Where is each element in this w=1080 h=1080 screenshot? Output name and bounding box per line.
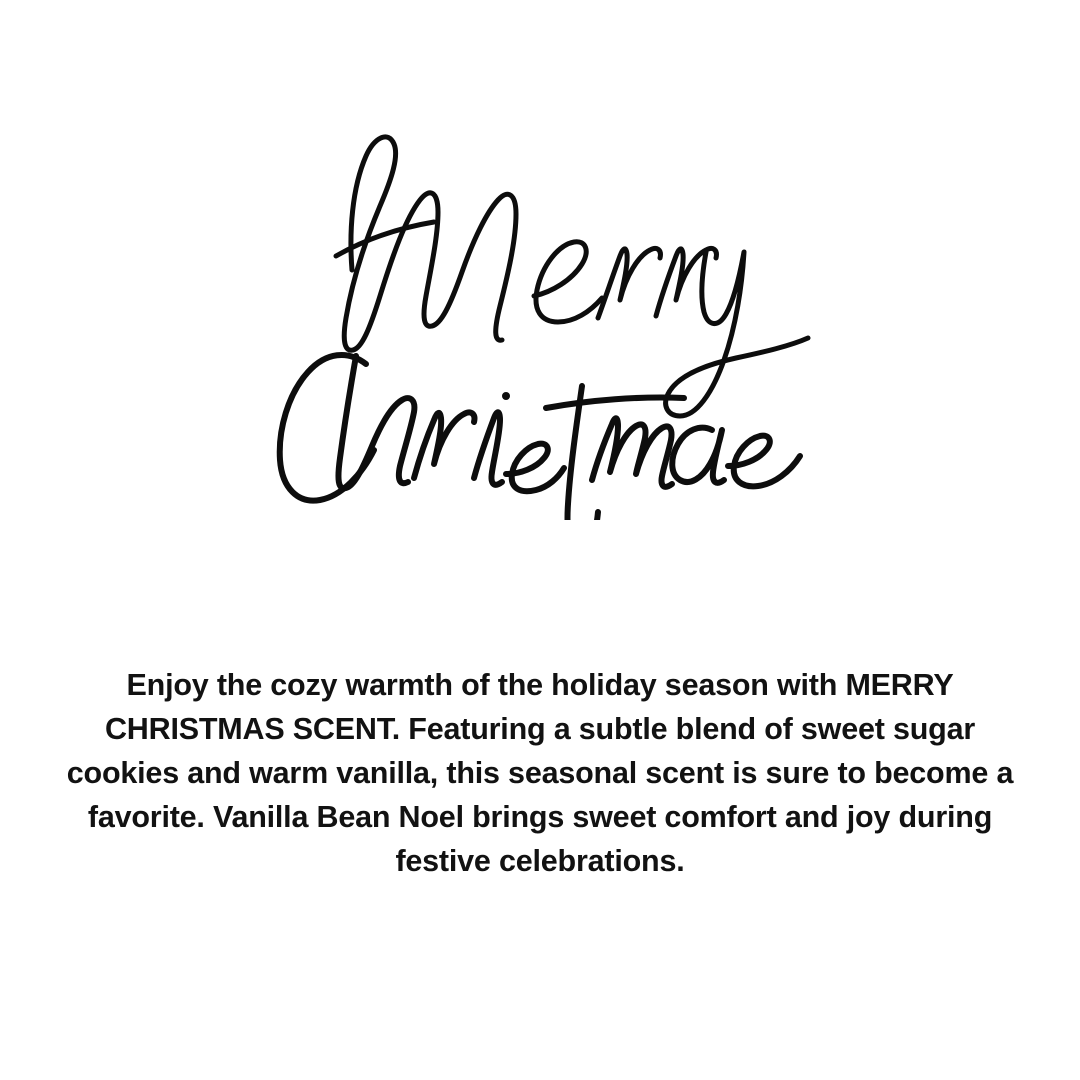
script-word-merry [336,137,808,416]
script-word-christmas [280,355,800,520]
description-paragraph: Enjoy the cozy warmth of the holiday season with MERRY CHRISTMAS SCENT. Featuring a subtle blend of sweet sugar cookies and warm vanilla, this seasonal scent is sure to become a favorite. Vanilla Bean Noel brings sweet comfort and joy during festive celebrations. [66,667,1014,878]
script-heading [0,60,1080,520]
